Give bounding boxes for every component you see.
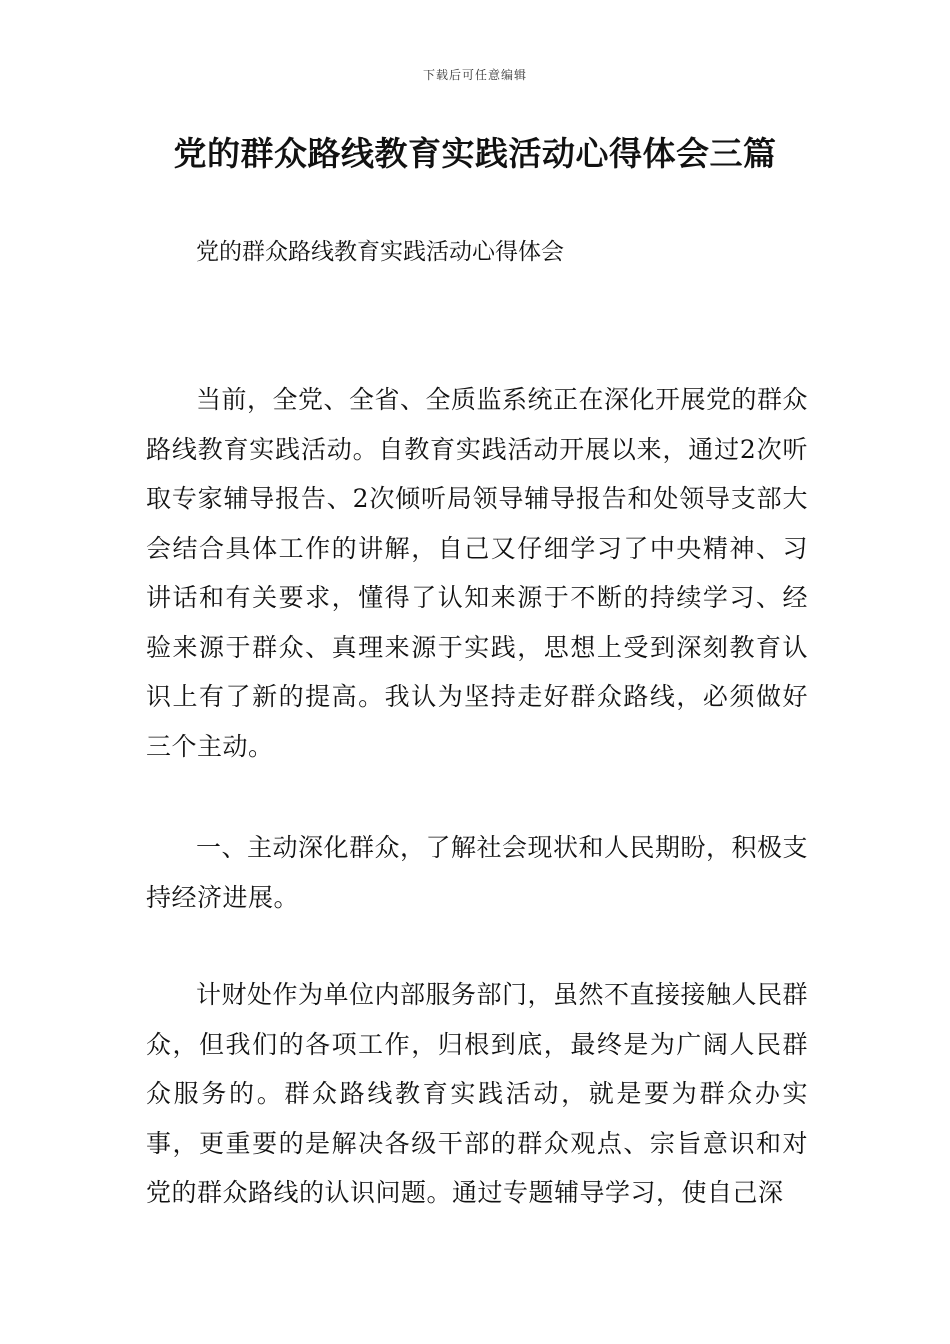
document-title: 党的群众路线教育实践活动心得体会三篇 xyxy=(173,134,777,173)
body-paragraph-2: 一、主动深化群众，了解社会现状和人民期盼，积极支持经济进展。 xyxy=(146,833,809,912)
header-note: 下载后可任意编辑 xyxy=(422,68,527,82)
document-subtitle: 党的群众路线教育实践活动心得体会 xyxy=(196,239,564,265)
body-paragraph-1: 当前，全党、全省、全质监系统正在深化开展党的群众路线教育实践活动。自教育实践活动开展以来，通过2次听取专家辅导报告、2次倾听局领导辅导报告和处领导支部大会结合具体工作的讲解，自己又仔细学习了中央精神、习讲话和有关要求，懂得了认知来源于不断的持续学习、经验来源于群众、真理来源于实践，思想上受到深刻教育认识上有了新的提高。我认为坚持走好群众路线，必须做好三个主动。 xyxy=(146,385,809,761)
body-paragraph-3: 计财处作为单位内部服务部门，虽然不直接接触人民群众，但我们的各项工作，归根到底，最终是为广阔人民群众服务的。群众路线教育实践活动，就是要为群众办实事，更重要的是解决各级干部的群众观点、宗旨意识和对党的群众路线的认识问题。通过专题辅导学习，使自己深 xyxy=(146,980,809,1207)
